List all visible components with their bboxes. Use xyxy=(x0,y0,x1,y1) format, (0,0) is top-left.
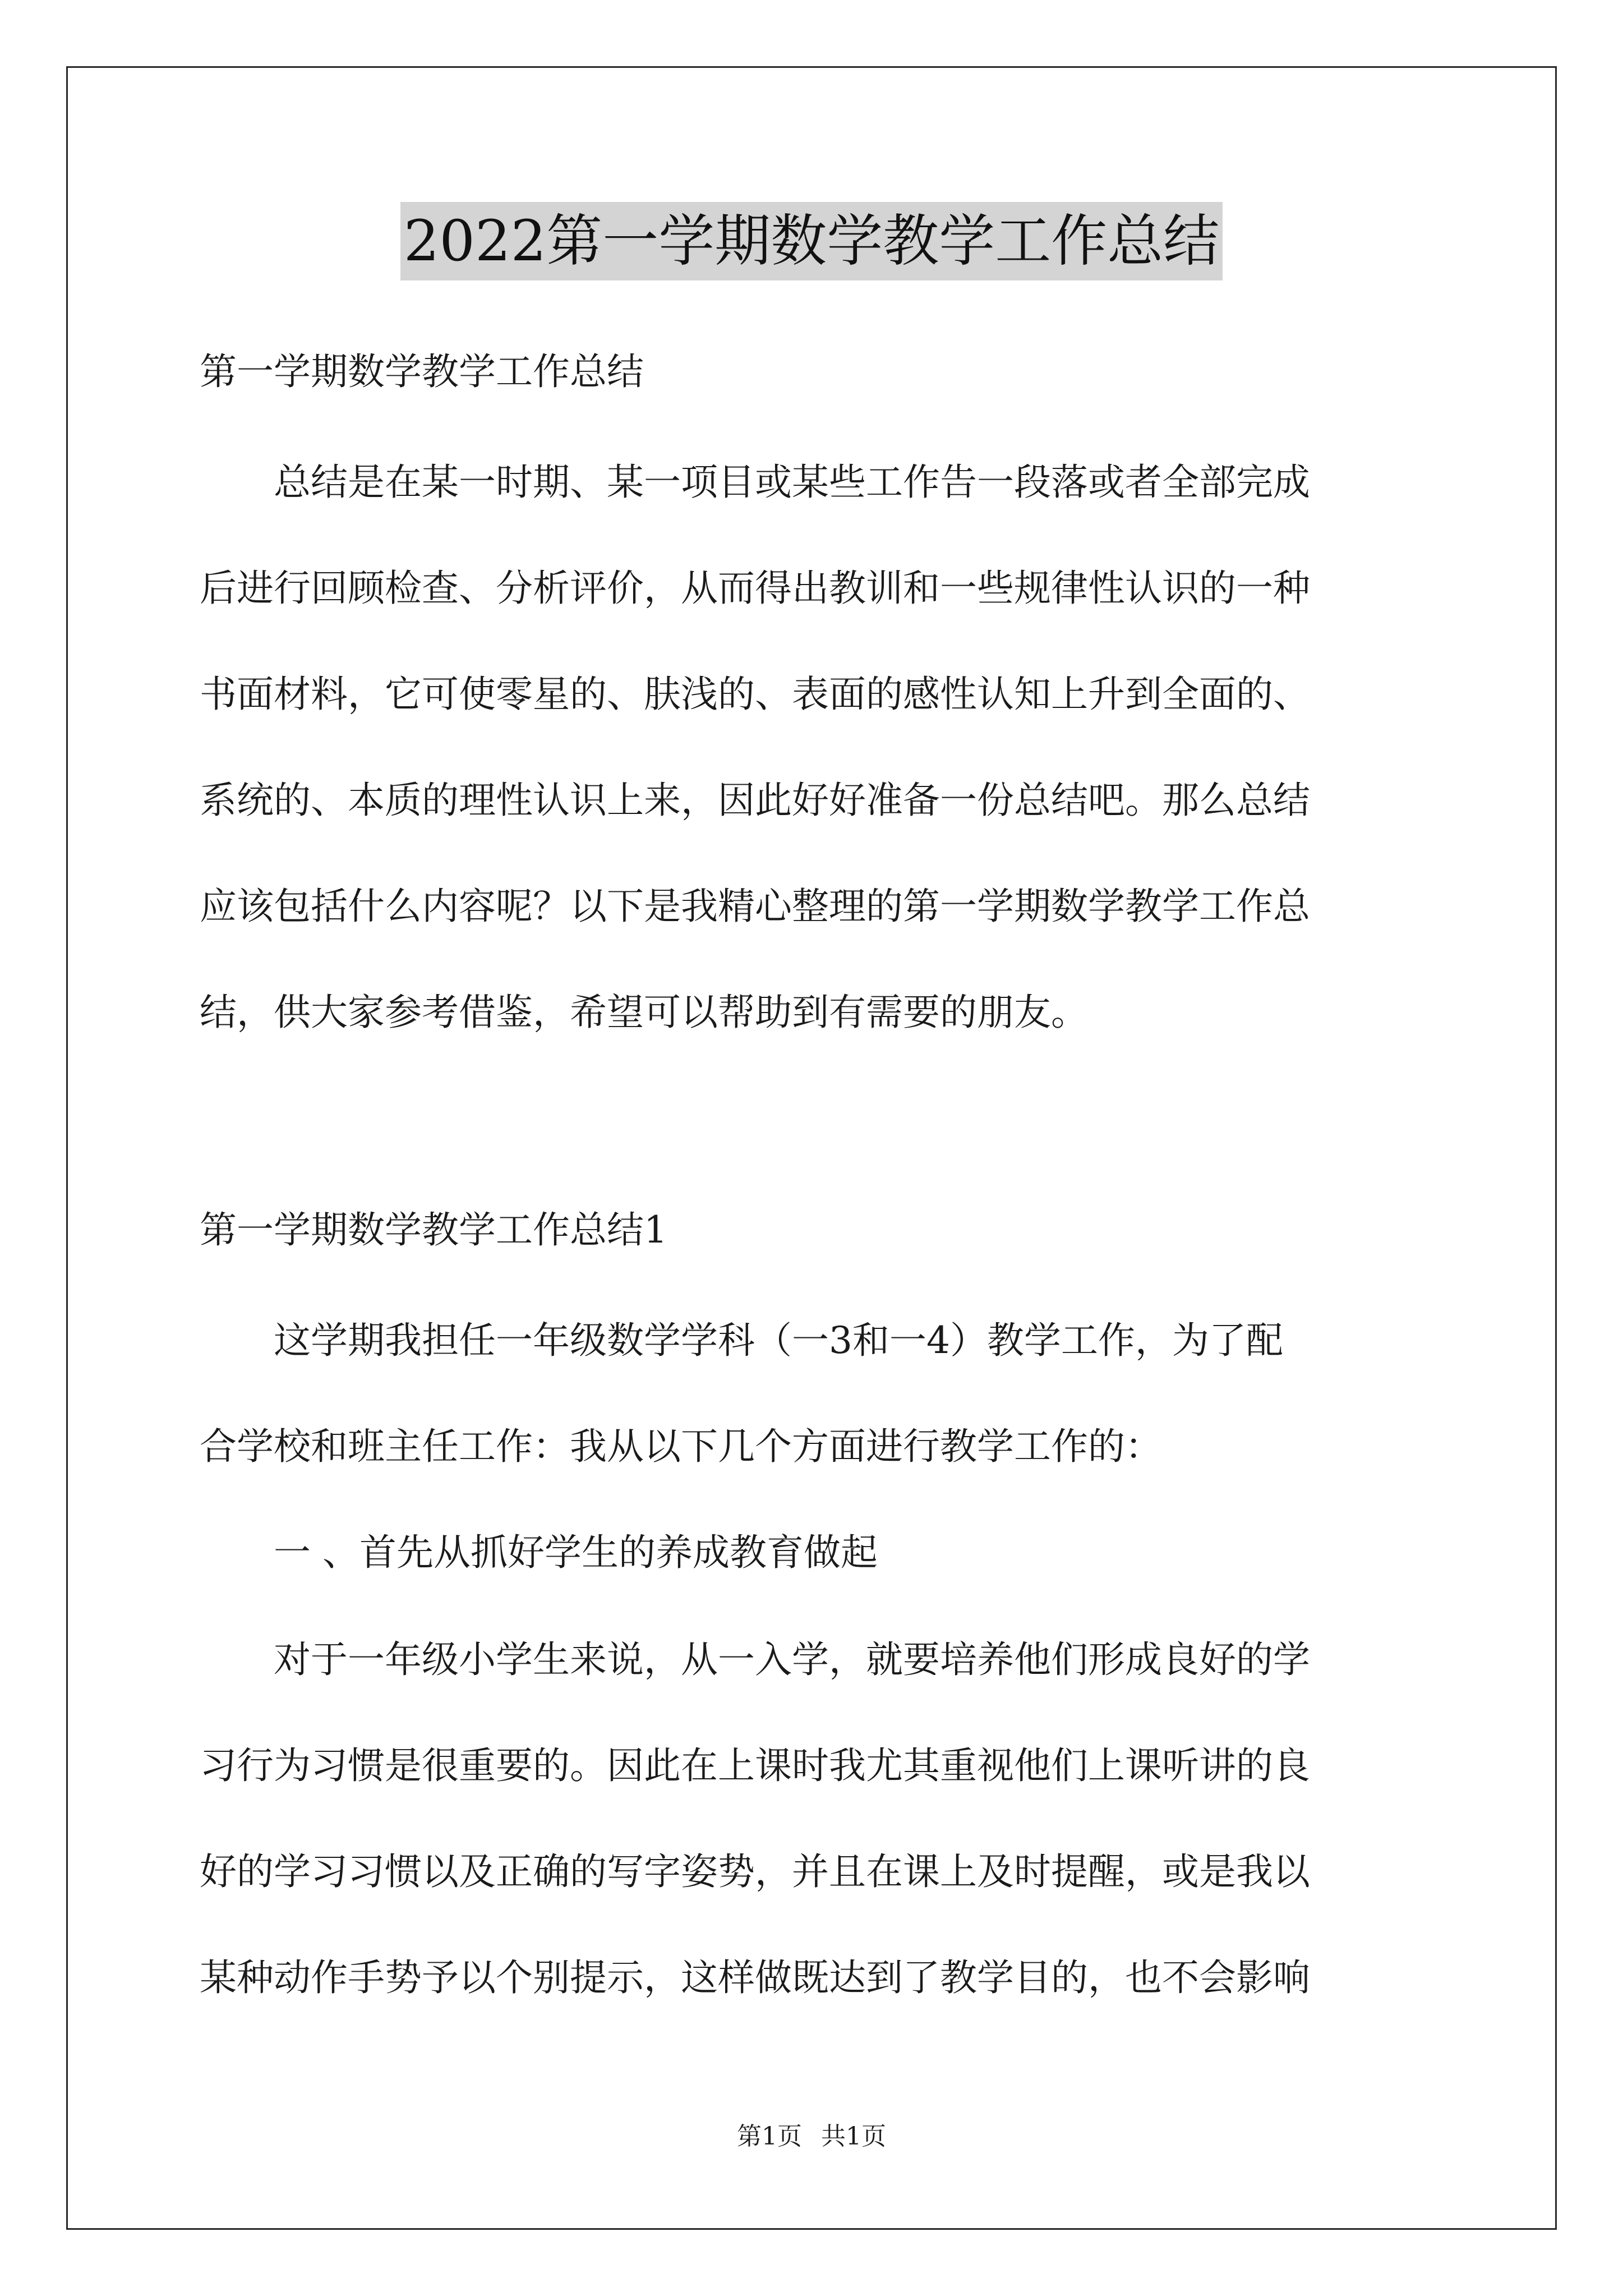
paragraph-line: 合学校和班主任工作：我从以下几个方面进行教学工作的： xyxy=(200,1425,1162,1468)
intro-paragraph-line: 后进行回顾检查、分析评价，从而得出教训和一些规律性认识的一种 xyxy=(200,567,1310,610)
title-container xyxy=(0,202,1623,280)
paragraph-line: 对于一年级小学生来说，从一入学，就要培养他们形成良好的学 xyxy=(200,1638,1310,1681)
page-total: 共1页 xyxy=(821,2122,886,2151)
intro-paragraph-line: 总结是在某一时期、某一项目或某些工作告一段落或者全部完成 xyxy=(200,461,1310,504)
page-number: 第1页 xyxy=(737,2122,802,2151)
intro-paragraph-line: 书面材料，它可使零星的、肤浅的、表面的感性认知上升到全面的、 xyxy=(200,673,1310,716)
intro-paragraph-line: 应该包括什么内容呢？以下是我精心整理的第一学期数学教学工作总 xyxy=(200,885,1310,928)
section-heading: 第一学期数学教学工作总结1 xyxy=(200,1208,667,1251)
paragraph-line: 这学期我担任一年级数学学科（一3和一4）教学工作，为了配 xyxy=(200,1319,1283,1362)
section-heading: 第一学期数学教学工作总结 xyxy=(200,350,644,393)
page-footer xyxy=(0,2120,1623,2154)
paragraph-line: 好的学习习惯以及正确的写字姿势，并且在课上及时提醒，或是我以 xyxy=(200,1850,1310,1893)
subheading: 一 、首先从抓好学生的养成教育做起 xyxy=(200,1531,878,1574)
document-title: 2022第一学期数学教学工作总结 xyxy=(400,202,1223,280)
intro-paragraph-line: 系统的、本质的理性认识上来，因此好好准备一份总结吧。那么总结 xyxy=(200,779,1310,822)
paragraph-line: 某种动作手势予以个别提示，这样做既达到了教学目的，也不会影响 xyxy=(200,1956,1310,1999)
paragraph-line: 习行为习惯是很重要的。因此在上课时我尤其重视他们上课听讲的良 xyxy=(200,1744,1310,1787)
intro-paragraph-line: 结，供大家参考借鉴，希望可以帮助到有需要的朋友。 xyxy=(200,991,1088,1034)
